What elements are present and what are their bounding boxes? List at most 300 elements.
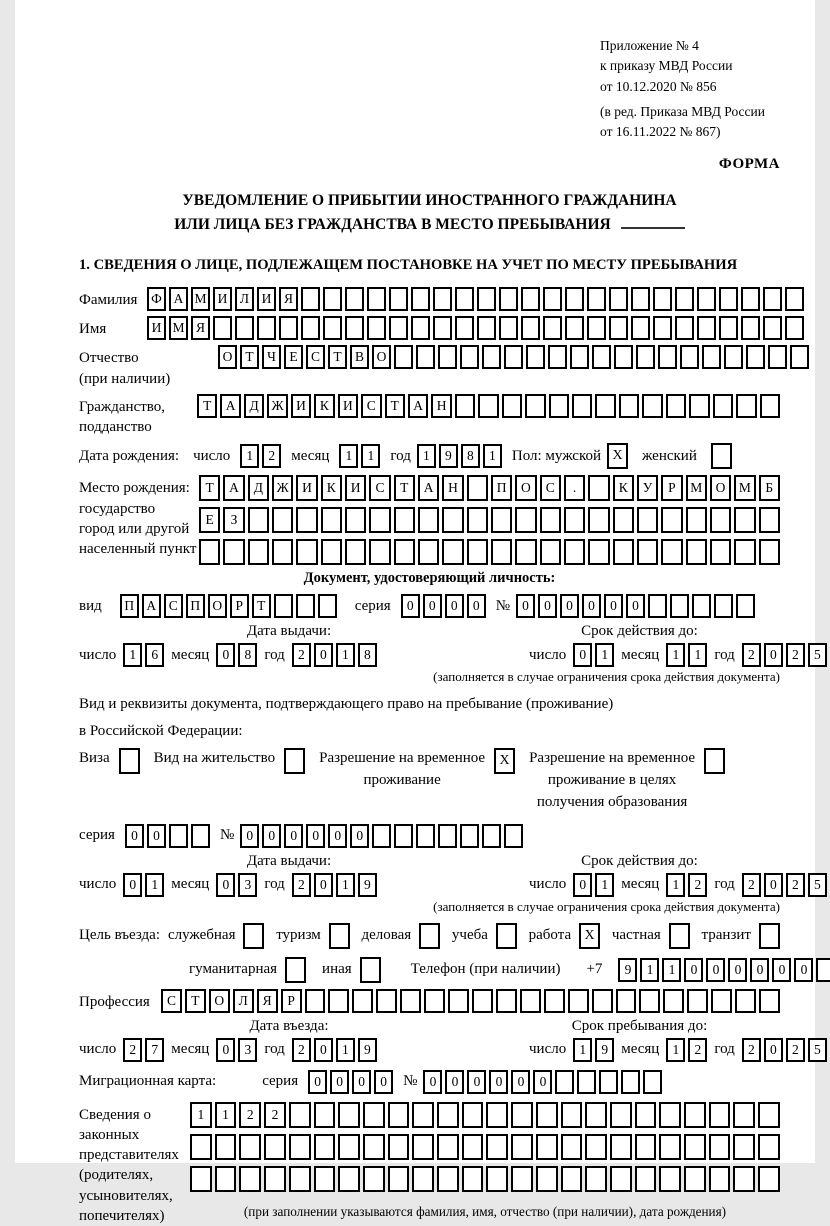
char-cell[interactable]: 0 (684, 958, 703, 982)
char-cell[interactable]: В (350, 345, 369, 369)
char-cell[interactable] (549, 394, 569, 418)
char-cell[interactable]: Р (661, 475, 682, 501)
char-cell[interactable] (504, 345, 523, 369)
checkbox-purpose-humanitarian[interactable] (285, 957, 306, 983)
char-cell[interactable] (388, 1166, 410, 1192)
char-cell[interactable] (411, 316, 430, 340)
char-cell[interactable] (486, 1102, 508, 1128)
char-cell[interactable]: О (218, 345, 237, 369)
char-cell[interactable] (455, 394, 475, 418)
char-cell[interactable]: 1 (215, 1102, 237, 1128)
char-cell[interactable] (455, 316, 474, 340)
char-cell[interactable]: 1 (666, 873, 685, 897)
char-cell[interactable]: О (372, 345, 391, 369)
char-cell[interactable]: 1 (240, 444, 259, 468)
char-cell[interactable]: 0 (794, 958, 813, 982)
char-cell[interactable] (746, 345, 765, 369)
char-cell[interactable] (289, 1166, 311, 1192)
char-cell[interactable]: 0 (350, 824, 369, 848)
char-cell[interactable] (536, 1134, 558, 1160)
char-cell[interactable] (599, 1070, 618, 1094)
char-cell[interactable]: 0 (573, 873, 592, 897)
char-cell[interactable] (785, 287, 804, 311)
char-cell[interactable] (301, 287, 320, 311)
char-cell[interactable]: Д (248, 475, 269, 501)
char-cell[interactable]: 2 (264, 1102, 286, 1128)
char-cell[interactable] (536, 1166, 558, 1192)
char-cell[interactable]: 0 (445, 1070, 464, 1094)
char-cell[interactable] (568, 989, 589, 1013)
char-cell[interactable]: 0 (423, 1070, 442, 1094)
char-cell[interactable] (248, 507, 269, 533)
char-cell[interactable] (400, 989, 421, 1013)
char-cell[interactable] (477, 287, 496, 311)
char-cell[interactable] (345, 287, 364, 311)
char-cell[interactable] (264, 1166, 286, 1192)
char-cell[interactable] (585, 1166, 607, 1192)
char-cell[interactable]: 2 (239, 1102, 261, 1128)
char-cell[interactable]: 9 (595, 1038, 614, 1062)
char-cell[interactable]: Я (279, 287, 298, 311)
char-cell[interactable]: 0 (445, 594, 464, 618)
char-cell[interactable] (520, 989, 541, 1013)
char-cell[interactable]: Н (442, 475, 463, 501)
char-cell[interactable]: 1 (336, 643, 355, 667)
char-cell[interactable] (424, 989, 445, 1013)
char-cell[interactable]: 0 (306, 824, 325, 848)
char-cell[interactable] (734, 507, 755, 533)
char-cell[interactable] (536, 1102, 558, 1128)
char-cell[interactable] (257, 316, 276, 340)
char-cell[interactable] (411, 287, 430, 311)
char-cell[interactable]: 7 (145, 1038, 164, 1062)
char-cell[interactable] (321, 539, 342, 565)
char-cell[interactable]: И (296, 475, 317, 501)
char-cell[interactable]: 0 (489, 1070, 508, 1094)
char-cell[interactable] (437, 1102, 459, 1128)
char-cell[interactable] (367, 316, 386, 340)
char-cell[interactable] (790, 345, 809, 369)
char-cell[interactable]: И (338, 394, 358, 418)
char-cell[interactable]: 0 (772, 958, 791, 982)
char-cell[interactable] (314, 1166, 336, 1192)
char-cell[interactable]: 1 (336, 873, 355, 897)
char-cell[interactable] (301, 316, 320, 340)
char-cell[interactable] (272, 539, 293, 565)
char-cell[interactable]: А (223, 475, 244, 501)
char-cell[interactable]: 1 (666, 643, 685, 667)
char-cell[interactable] (619, 394, 639, 418)
char-cell[interactable]: Т (252, 594, 271, 618)
char-cell[interactable]: П (186, 594, 205, 618)
char-cell[interactable] (710, 539, 731, 565)
char-cell[interactable] (635, 1134, 657, 1160)
char-cell[interactable]: И (345, 475, 366, 501)
char-cell[interactable] (321, 507, 342, 533)
char-cell[interactable] (540, 539, 561, 565)
char-cell[interactable] (643, 1070, 662, 1094)
char-cell[interactable] (587, 287, 606, 311)
char-cell[interactable]: 0 (764, 643, 783, 667)
char-cell[interactable] (467, 539, 488, 565)
char-cell[interactable] (169, 824, 188, 848)
char-cell[interactable]: 5 (808, 1038, 827, 1062)
char-cell[interactable] (467, 475, 488, 501)
char-cell[interactable]: 2 (292, 643, 311, 667)
char-cell[interactable] (199, 539, 220, 565)
char-cell[interactable] (631, 287, 650, 311)
char-cell[interactable]: 0 (516, 594, 535, 618)
char-cell[interactable]: 2 (292, 1038, 311, 1062)
char-cell[interactable] (491, 539, 512, 565)
char-cell[interactable]: 0 (728, 958, 747, 982)
char-cell[interactable] (763, 287, 782, 311)
char-cell[interactable] (642, 394, 662, 418)
char-cell[interactable] (587, 316, 606, 340)
char-cell[interactable]: 1 (640, 958, 659, 982)
char-cell[interactable] (609, 287, 628, 311)
char-cell[interactable]: 0 (423, 594, 442, 618)
char-cell[interactable] (733, 1166, 755, 1192)
char-cell[interactable]: 0 (706, 958, 725, 982)
char-cell[interactable] (264, 1134, 286, 1160)
char-cell[interactable]: 0 (308, 1070, 327, 1094)
char-cell[interactable] (785, 316, 804, 340)
char-cell[interactable]: 2 (688, 1038, 707, 1062)
char-cell[interactable] (526, 345, 545, 369)
char-cell[interactable] (369, 507, 390, 533)
char-cell[interactable] (190, 1134, 212, 1160)
char-cell[interactable]: 1 (662, 958, 681, 982)
char-cell[interactable] (564, 539, 585, 565)
char-cell[interactable] (588, 507, 609, 533)
char-cell[interactable] (572, 394, 592, 418)
checkbox-purpose-transit[interactable] (759, 923, 780, 949)
char-cell[interactable] (499, 287, 518, 311)
char-cell[interactable] (305, 989, 326, 1013)
char-cell[interactable]: 2 (292, 873, 311, 897)
char-cell[interactable] (684, 1166, 706, 1192)
char-cell[interactable] (394, 507, 415, 533)
char-cell[interactable] (394, 824, 413, 848)
char-cell[interactable] (437, 1134, 459, 1160)
char-cell[interactable] (616, 989, 637, 1013)
char-cell[interactable] (710, 507, 731, 533)
char-cell[interactable] (460, 824, 479, 848)
char-cell[interactable] (274, 594, 293, 618)
char-cell[interactable]: З (223, 507, 244, 533)
char-cell[interactable]: 1 (573, 1038, 592, 1062)
char-cell[interactable] (759, 507, 780, 533)
char-cell[interactable]: И (257, 287, 276, 311)
char-cell[interactable]: 0 (467, 594, 486, 618)
char-cell[interactable]: Т (394, 475, 415, 501)
char-cell[interactable]: Е (284, 345, 303, 369)
char-cell[interactable] (345, 316, 364, 340)
char-cell[interactable]: Р (281, 989, 302, 1013)
char-cell[interactable] (486, 1166, 508, 1192)
char-cell[interactable] (478, 394, 498, 418)
char-cell[interactable]: 1 (123, 643, 142, 667)
char-cell[interactable]: А (418, 475, 439, 501)
char-cell[interactable] (345, 539, 366, 565)
char-cell[interactable] (345, 507, 366, 533)
char-cell[interactable] (394, 539, 415, 565)
char-cell[interactable] (609, 316, 628, 340)
char-cell[interactable]: 1 (145, 873, 164, 897)
char-cell[interactable]: Р (230, 594, 249, 618)
char-cell[interactable] (543, 316, 562, 340)
char-cell[interactable] (610, 1134, 632, 1160)
char-cell[interactable] (684, 1134, 706, 1160)
char-cell[interactable]: 0 (352, 1070, 371, 1094)
char-cell[interactable] (367, 287, 386, 311)
char-cell[interactable]: 1 (339, 444, 358, 468)
char-cell[interactable] (636, 345, 655, 369)
char-cell[interactable] (239, 1134, 261, 1160)
char-cell[interactable] (733, 1134, 755, 1160)
char-cell[interactable]: Л (235, 287, 254, 311)
char-cell[interactable] (714, 594, 733, 618)
char-cell[interactable]: Ч (262, 345, 281, 369)
char-cell[interactable] (289, 1134, 311, 1160)
char-cell[interactable]: А (142, 594, 161, 618)
char-cell[interactable] (758, 1166, 780, 1192)
char-cell[interactable] (736, 394, 756, 418)
char-cell[interactable] (648, 594, 667, 618)
char-cell[interactable] (462, 1134, 484, 1160)
char-cell[interactable]: Т (197, 394, 217, 418)
char-cell[interactable]: 2 (786, 1038, 805, 1062)
char-cell[interactable] (190, 1166, 212, 1192)
char-cell[interactable] (689, 394, 709, 418)
char-cell[interactable] (658, 345, 677, 369)
char-cell[interactable]: И (213, 287, 232, 311)
char-cell[interactable] (592, 989, 613, 1013)
char-cell[interactable]: 2 (786, 873, 805, 897)
char-cell[interactable] (248, 539, 269, 565)
char-cell[interactable]: 0 (147, 824, 166, 848)
char-cell[interactable]: 6 (145, 643, 164, 667)
char-cell[interactable] (416, 345, 435, 369)
char-cell[interactable] (610, 1166, 632, 1192)
char-cell[interactable]: 0 (216, 873, 235, 897)
char-cell[interactable] (223, 539, 244, 565)
char-cell[interactable] (235, 316, 254, 340)
char-cell[interactable] (561, 1166, 583, 1192)
char-cell[interactable]: М (686, 475, 707, 501)
char-cell[interactable] (758, 1102, 780, 1128)
char-cell[interactable]: 1 (595, 643, 614, 667)
char-cell[interactable] (455, 287, 474, 311)
char-cell[interactable] (482, 345, 501, 369)
char-cell[interactable] (338, 1166, 360, 1192)
char-cell[interactable] (511, 1102, 533, 1128)
char-cell[interactable] (684, 1102, 706, 1128)
char-cell[interactable] (666, 394, 686, 418)
char-cell[interactable]: 1 (595, 873, 614, 897)
char-cell[interactable] (588, 539, 609, 565)
char-cell[interactable]: 0 (582, 594, 601, 618)
char-cell[interactable] (511, 1134, 533, 1160)
char-cell[interactable] (462, 1102, 484, 1128)
char-cell[interactable]: 1 (361, 444, 380, 468)
char-cell[interactable] (711, 989, 732, 1013)
char-cell[interactable] (763, 316, 782, 340)
char-cell[interactable] (323, 287, 342, 311)
char-cell[interactable] (702, 345, 721, 369)
char-cell[interactable] (511, 1166, 533, 1192)
char-cell[interactable] (610, 1102, 632, 1128)
char-cell[interactable] (460, 345, 479, 369)
char-cell[interactable] (719, 287, 738, 311)
char-cell[interactable]: 0 (401, 594, 420, 618)
char-cell[interactable] (548, 345, 567, 369)
char-cell[interactable]: 0 (604, 594, 623, 618)
checkbox-temp-residence[interactable]: X (494, 748, 515, 774)
char-cell[interactable] (661, 539, 682, 565)
char-cell[interactable]: Я (257, 989, 278, 1013)
char-cell[interactable] (686, 507, 707, 533)
char-cell[interactable] (687, 989, 708, 1013)
char-cell[interactable]: 0 (573, 643, 592, 667)
char-cell[interactable]: 5 (808, 643, 827, 667)
char-cell[interactable] (239, 1166, 261, 1192)
char-cell[interactable] (635, 1102, 657, 1128)
char-cell[interactable] (525, 394, 545, 418)
char-cell[interactable] (663, 989, 684, 1013)
char-cell[interactable]: 0 (125, 824, 144, 848)
char-cell[interactable] (659, 1102, 681, 1128)
checkbox-purpose-private[interactable] (669, 923, 690, 949)
char-cell[interactable]: 0 (764, 873, 783, 897)
char-cell[interactable] (741, 316, 760, 340)
char-cell[interactable]: Д (244, 394, 264, 418)
char-cell[interactable]: 1 (190, 1102, 212, 1128)
char-cell[interactable] (338, 1134, 360, 1160)
char-cell[interactable] (496, 989, 517, 1013)
char-cell[interactable]: 2 (786, 643, 805, 667)
char-cell[interactable]: 0 (764, 1038, 783, 1062)
checkbox-residence-permit[interactable] (284, 748, 305, 774)
checkbox-purpose-business[interactable] (419, 923, 440, 949)
char-cell[interactable]: К (321, 475, 342, 501)
char-cell[interactable] (759, 989, 780, 1013)
char-cell[interactable] (709, 1102, 731, 1128)
char-cell[interactable] (692, 594, 711, 618)
char-cell[interactable]: 0 (216, 643, 235, 667)
char-cell[interactable]: 2 (123, 1038, 142, 1062)
char-cell[interactable]: 0 (328, 824, 347, 848)
char-cell[interactable] (442, 539, 463, 565)
checkbox-edu-residence[interactable] (704, 748, 725, 774)
char-cell[interactable] (412, 1134, 434, 1160)
char-cell[interactable]: 0 (626, 594, 645, 618)
char-cell[interactable]: Т (385, 394, 405, 418)
char-cell[interactable] (388, 1102, 410, 1128)
char-cell[interactable]: . (564, 475, 585, 501)
char-cell[interactable] (631, 316, 650, 340)
char-cell[interactable] (733, 1102, 755, 1128)
char-cell[interactable] (472, 989, 493, 1013)
char-cell[interactable] (448, 989, 469, 1013)
char-cell[interactable]: Т (185, 989, 206, 1013)
char-cell[interactable] (289, 1102, 311, 1128)
char-cell[interactable] (675, 316, 694, 340)
char-cell[interactable] (369, 539, 390, 565)
char-cell[interactable] (328, 989, 349, 1013)
char-cell[interactable] (215, 1166, 237, 1192)
char-cell[interactable]: 2 (742, 643, 761, 667)
char-cell[interactable] (592, 345, 611, 369)
char-cell[interactable]: 1 (483, 444, 502, 468)
char-cell[interactable]: 0 (330, 1070, 349, 1094)
char-cell[interactable] (213, 316, 232, 340)
char-cell[interactable]: Ф (147, 287, 166, 311)
char-cell[interactable]: 0 (533, 1070, 552, 1094)
char-cell[interactable] (653, 316, 672, 340)
checkbox-sex-female[interactable] (711, 443, 732, 469)
char-cell[interactable] (376, 989, 397, 1013)
char-cell[interactable] (670, 594, 689, 618)
char-cell[interactable] (588, 475, 609, 501)
char-cell[interactable] (709, 1134, 731, 1160)
char-cell[interactable] (482, 824, 501, 848)
char-cell[interactable] (637, 539, 658, 565)
char-cell[interactable] (215, 1134, 237, 1160)
char-cell[interactable]: 0 (467, 1070, 486, 1094)
char-cell[interactable]: 0 (314, 643, 333, 667)
char-cell[interactable] (686, 539, 707, 565)
char-cell[interactable] (296, 539, 317, 565)
char-cell[interactable] (565, 316, 584, 340)
char-cell[interactable] (697, 287, 716, 311)
char-cell[interactable] (639, 989, 660, 1013)
char-cell[interactable]: М (734, 475, 755, 501)
char-cell[interactable] (577, 1070, 596, 1094)
char-cell[interactable]: Л (233, 989, 254, 1013)
char-cell[interactable] (296, 594, 315, 618)
char-cell[interactable] (768, 345, 787, 369)
char-cell[interactable]: 2 (742, 1038, 761, 1062)
char-cell[interactable] (621, 1070, 640, 1094)
char-cell[interactable]: 9 (358, 873, 377, 897)
char-cell[interactable] (314, 1134, 336, 1160)
char-cell[interactable]: 8 (238, 643, 257, 667)
char-cell[interactable]: 1 (417, 444, 436, 468)
char-cell[interactable] (521, 316, 540, 340)
char-cell[interactable]: 8 (461, 444, 480, 468)
checkbox-purpose-tourism[interactable] (329, 923, 350, 949)
char-cell[interactable]: С (369, 475, 390, 501)
char-cell[interactable]: 0 (538, 594, 557, 618)
char-cell[interactable] (314, 1102, 336, 1128)
char-cell[interactable] (363, 1134, 385, 1160)
char-cell[interactable]: Б (759, 475, 780, 501)
char-cell[interactable]: С (361, 394, 381, 418)
char-cell[interactable] (680, 345, 699, 369)
char-cell[interactable] (388, 1134, 410, 1160)
checkbox-purpose-official[interactable] (243, 923, 264, 949)
char-cell[interactable] (515, 507, 536, 533)
char-cell[interactable]: 1 (666, 1038, 685, 1062)
char-cell[interactable]: 3 (238, 873, 257, 897)
char-cell[interactable] (561, 1134, 583, 1160)
char-cell[interactable] (515, 539, 536, 565)
char-cell[interactable] (734, 539, 755, 565)
checkbox-visa[interactable] (119, 748, 140, 774)
char-cell[interactable]: 0 (314, 1038, 333, 1062)
